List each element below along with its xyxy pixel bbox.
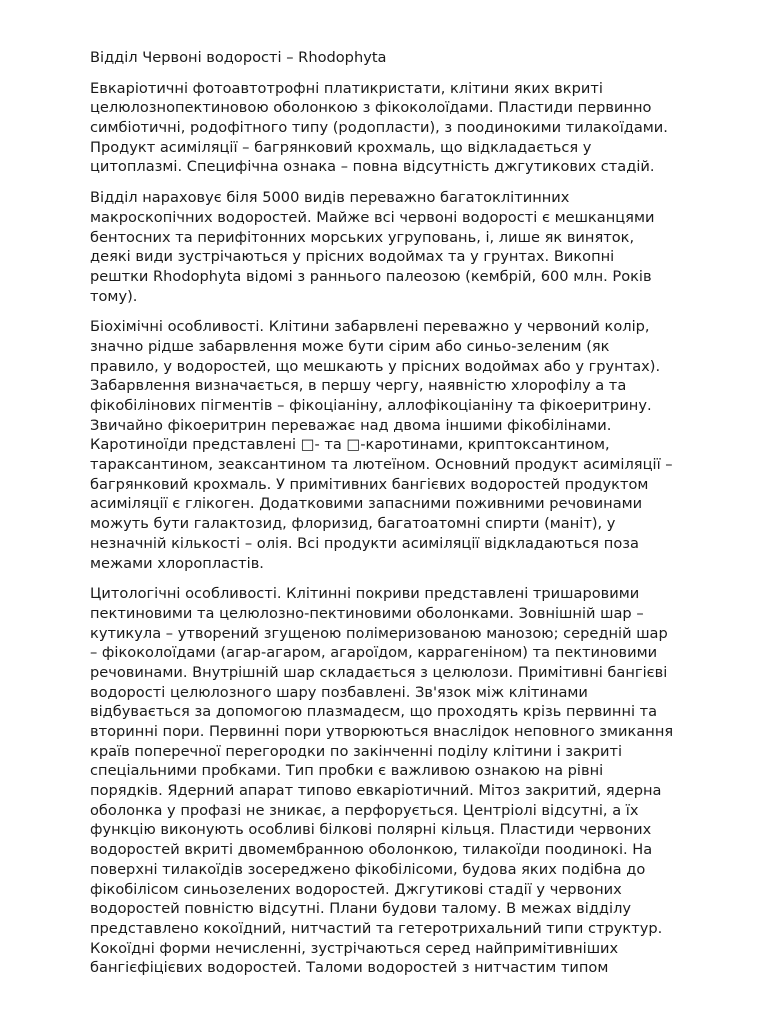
text-line: деякі види зустрічаються у прісних водоймах та у грунтах. Викопні bbox=[90, 248, 615, 266]
document-page bbox=[90, 48, 730, 989]
text-line: Кокоїдні форми нечисленні, зустрічаються серед найпримітивніших bbox=[90, 939, 619, 957]
text-line: Забарвлення визначається, в першу чергу, наявністю хлорофілу а та bbox=[90, 377, 627, 395]
text-line: Продукт асиміляції – багрянковий крохмаль, що відкладається у bbox=[90, 138, 592, 156]
text-line: функцію виконують особливі білкові полярні кільця. Пластиди червоних bbox=[90, 821, 652, 839]
text-line: тому). bbox=[90, 287, 138, 305]
text-line: правило, у водоростей, що мешкають у прісних водоймах або у грунтах). bbox=[90, 357, 661, 375]
text-line: поверхні тилакоїдів зосереджено фікобілісоми, будова яких подібна до bbox=[90, 860, 646, 878]
text-line: – фікоколоїдами (агар-агаром, агароїдом, каррагеніном) та пектиновими bbox=[90, 644, 658, 662]
text-line: оболонка у профазі не зникає, а перфорується. Центріолі відсутні, а їх bbox=[90, 801, 639, 819]
text-line: Біохімічні особливості. Клітини забарвлені переважно у червоний колір, bbox=[90, 318, 650, 336]
text-line: спеціальними пробками. Тип пробки є важливою ознакою на рівні bbox=[90, 762, 604, 780]
text-line: асиміляції є глікоген. Додатковими запасними поживними речовинами bbox=[90, 495, 643, 513]
paragraph-intro bbox=[90, 79, 730, 177]
text-line: фікобілінових пігментів – фікоціаніну, аллофікоціаніну та фікоеритрину. bbox=[90, 397, 652, 415]
text-line: речовинами. Внутрішній шар складається з целюлози. Примітивні бангієві bbox=[90, 663, 668, 681]
text-line: межами хлоропластів. bbox=[90, 554, 264, 572]
text-line: Цитологічні особливості. Клітинні покриви представлені тришаровими bbox=[90, 585, 640, 603]
text-line: значно рідше забарвлення може бути сірим або синьо-зеленим (як bbox=[90, 337, 610, 355]
text-line: Каротиноїди представлені □- та □-каротинами, криптоксантином, bbox=[90, 436, 610, 454]
text-line: кутикула – утворений згущеною полімеризованою манозою; середній шар bbox=[90, 624, 668, 642]
text-line: водоростей повністю відсутні. Плани будови талому. В межах відділу bbox=[90, 900, 632, 918]
text-line: представлено кокоїдний, нитчастий та гетеротрихальний типи структур. bbox=[90, 919, 663, 937]
text-line: цитоплазмі. Специфічна ознака – повна відсутність джгутикових стадій. bbox=[90, 158, 655, 176]
text-line: Звичайно фікоеритрин переважає над двома іншими фікобілінами. bbox=[90, 416, 612, 434]
text-line: незначній кількості – олія. Всі продукти асиміляції відкладаються поза bbox=[90, 534, 639, 552]
text-line: бентосних та перифітонних морських угруповань, і, лише як виняток, bbox=[90, 228, 635, 246]
paragraph-biochemistry bbox=[90, 317, 730, 573]
text-line: можуть бути галактозид, флоризид, багатоатомні спирти (маніт), у bbox=[90, 515, 616, 533]
text-line: фікобілісом синьозелених водоростей. Джгутикові стадії у червоних bbox=[90, 880, 622, 898]
text-line: водорості целюлозного шару позбавлені. Зв'язок між клітинами bbox=[90, 683, 588, 701]
text-line: макроскопічних водоростей. Майже всі червоні водорості є мешканцями bbox=[90, 208, 655, 226]
paragraph-species bbox=[90, 188, 730, 306]
text-line: рештки Rhodophyta відомі з раннього палеозою (кембрій, 600 млн. Років bbox=[90, 267, 652, 285]
text-line: симбіотичні, родофітного типу (родопласти), з поодинокими тилакоїдами. bbox=[90, 119, 668, 137]
text-line: бангієфіцієвих водоростей. Таломи водоростей з нитчастим типом bbox=[90, 959, 609, 977]
text-line: вторинні пори. Первинні пори утворюються внаслідок неповного змикання bbox=[90, 723, 674, 741]
text-line: водоростей вкриті двомембранною оболонкою, тилакоїди поодинокі. На bbox=[90, 841, 653, 859]
text-line: країв поперечної перегородки по закінченні поділу клітини і закриті bbox=[90, 742, 623, 760]
text-line: целюлознопектиновою оболонкою з фікоколоїдами. Пластиди первинно bbox=[90, 99, 652, 117]
text-line: відбувається за допомогою плазмадесм, що проходять крізь первинні та bbox=[90, 703, 658, 721]
text-line: Відділ нараховує біля 5000 видів переважно багатоклітинних bbox=[90, 189, 570, 207]
document-title: Відділ Червоні водорості – Rhodophyta bbox=[90, 49, 387, 66]
paragraph-cytology bbox=[90, 584, 730, 978]
text-line: багрянковий крохмаль. У примітивних бангієвих водоростей продуктом bbox=[90, 475, 649, 493]
text-line: порядків. Ядерний апарат типово евкаріотичний. Мітоз закритий, ядерна bbox=[90, 782, 662, 800]
text-line: тараксантином, зеаксантином та лютеїном. Основний продукт асиміляції – bbox=[90, 456, 673, 474]
text-line: Евкаріотичні фотоавтотрофні платикристати, клітини яких вкриті bbox=[90, 79, 603, 97]
text-line: пектиновими та целюлозно-пектиновими оболонками. Зовнішній шар – bbox=[90, 604, 644, 622]
